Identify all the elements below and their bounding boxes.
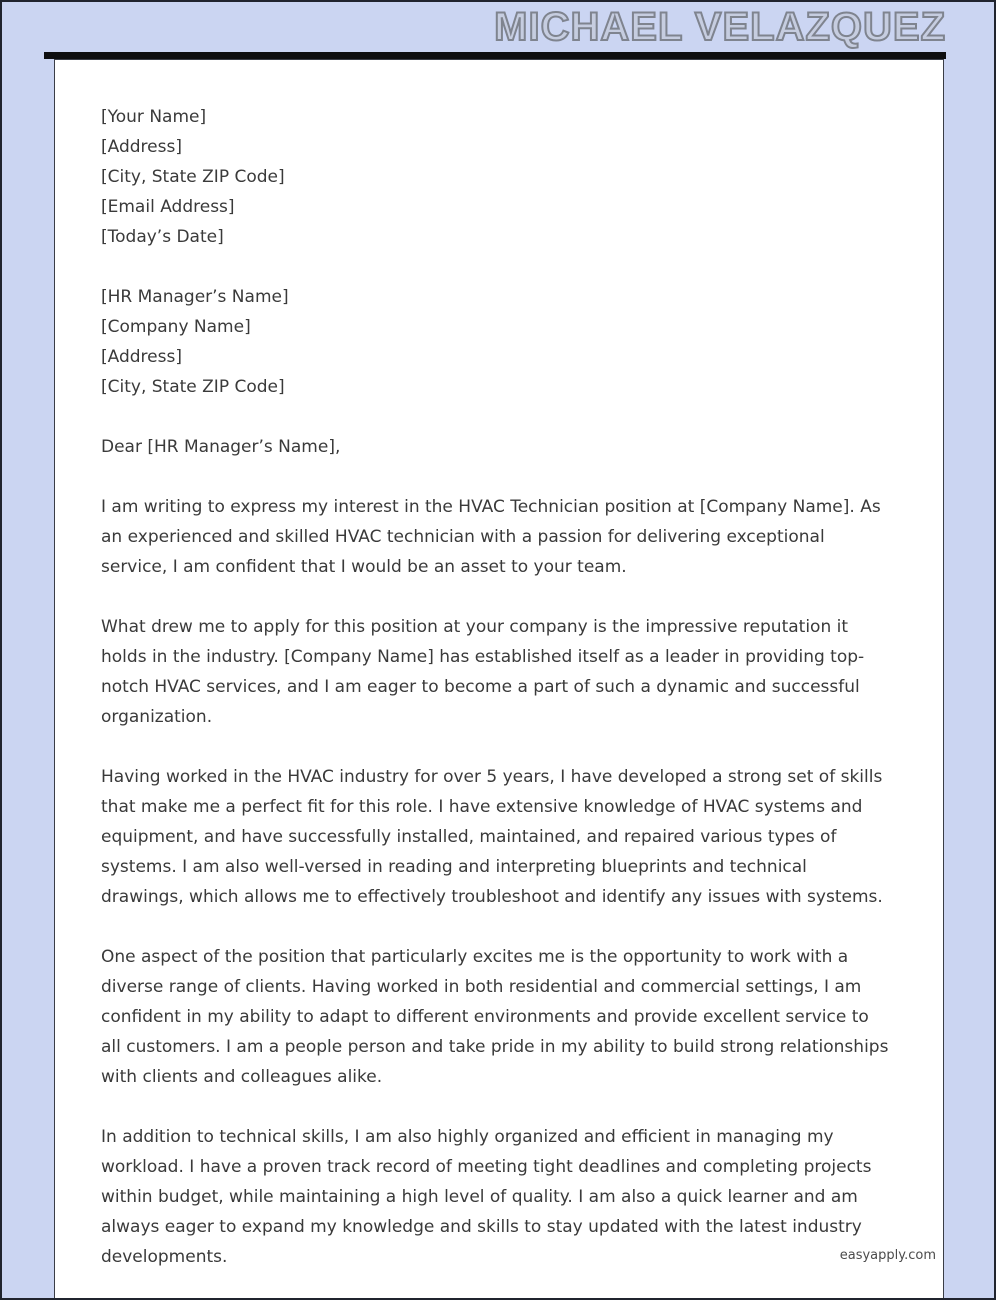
paragraph-text: Having worked in the HVAC industry for over 5 years, I have developed a strong set of skills that make me a perfect fit for this role. I have extensive knowledge of HVAC systems and equipment, and have successfully installed, maintained, and repaired various types of systems. I am also well-versed in reading and interpreting blueprints and technical drawings, which allows me to effectively troubleshoot and identify any issues with systems. bbox=[101, 767, 883, 907]
header-divider bbox=[44, 52, 946, 59]
sender-line: [Email Address] bbox=[101, 197, 235, 217]
sender-block bbox=[101, 102, 893, 252]
letter-body bbox=[55, 60, 943, 1272]
recipient-line: [HR Manager’s Name] bbox=[101, 287, 289, 307]
sender-line: [Address] bbox=[101, 137, 182, 157]
paragraph bbox=[101, 1122, 893, 1272]
header-name: MICHAEL VELAZQUEZ bbox=[494, 5, 946, 49]
salutation bbox=[101, 432, 893, 462]
paragraph bbox=[101, 942, 893, 1092]
recipient-line: [Address] bbox=[101, 347, 182, 367]
letter-page bbox=[54, 59, 944, 1298]
sender-line: [Your Name] bbox=[101, 107, 207, 127]
paragraph-text: I am writing to express my interest in the HVAC Technician position at [Company Name]. As an experienced and skilled HVAC technician with a passion for delivering exceptional service, I am confident that I would be an asset to your team. bbox=[101, 497, 881, 577]
paragraph bbox=[101, 492, 893, 582]
recipient-line: [Company Name] bbox=[101, 317, 251, 337]
recipient-block bbox=[101, 282, 893, 402]
salutation-line: Dear [HR Manager’s Name], bbox=[101, 437, 341, 457]
recipient-line: [City, State ZIP Code] bbox=[101, 377, 285, 397]
sender-line: [City, State ZIP Code] bbox=[101, 167, 285, 187]
paragraph-text: In addition to technical skills, I am also highly organized and efficient in managing my workload. I have a proven track record of meeting tight deadlines and completing projects within budget, while maintaining a high level of quality. I am also a quick learner and am always eager to expand my knowledge and skills to stay updated with the latest industry developments. bbox=[101, 1127, 872, 1267]
document-header bbox=[2, 2, 946, 52]
paragraph bbox=[101, 612, 893, 732]
sender-line: [Today’s Date] bbox=[101, 227, 224, 247]
watermark: easyapply.com bbox=[839, 1248, 936, 1263]
paragraph-text: What drew me to apply for this position at your company is the impressive reputation it holds in the industry. [Company Name] has established itself as a leader in providing top-notch HVAC services, and I am eager to become a part of such a dynamic and successful organization. bbox=[101, 617, 865, 727]
paragraph bbox=[101, 762, 893, 912]
paragraph-text: One aspect of the position that particularly excites me is the opportunity to work with a diverse range of clients. Having worked in both residential and commercial settings, I am confident in my ability to adapt to different environments and provide excellent service to all customers. I am a people person and take pride in my ability to build strong relationships with clients and colleagues alike. bbox=[101, 947, 889, 1087]
